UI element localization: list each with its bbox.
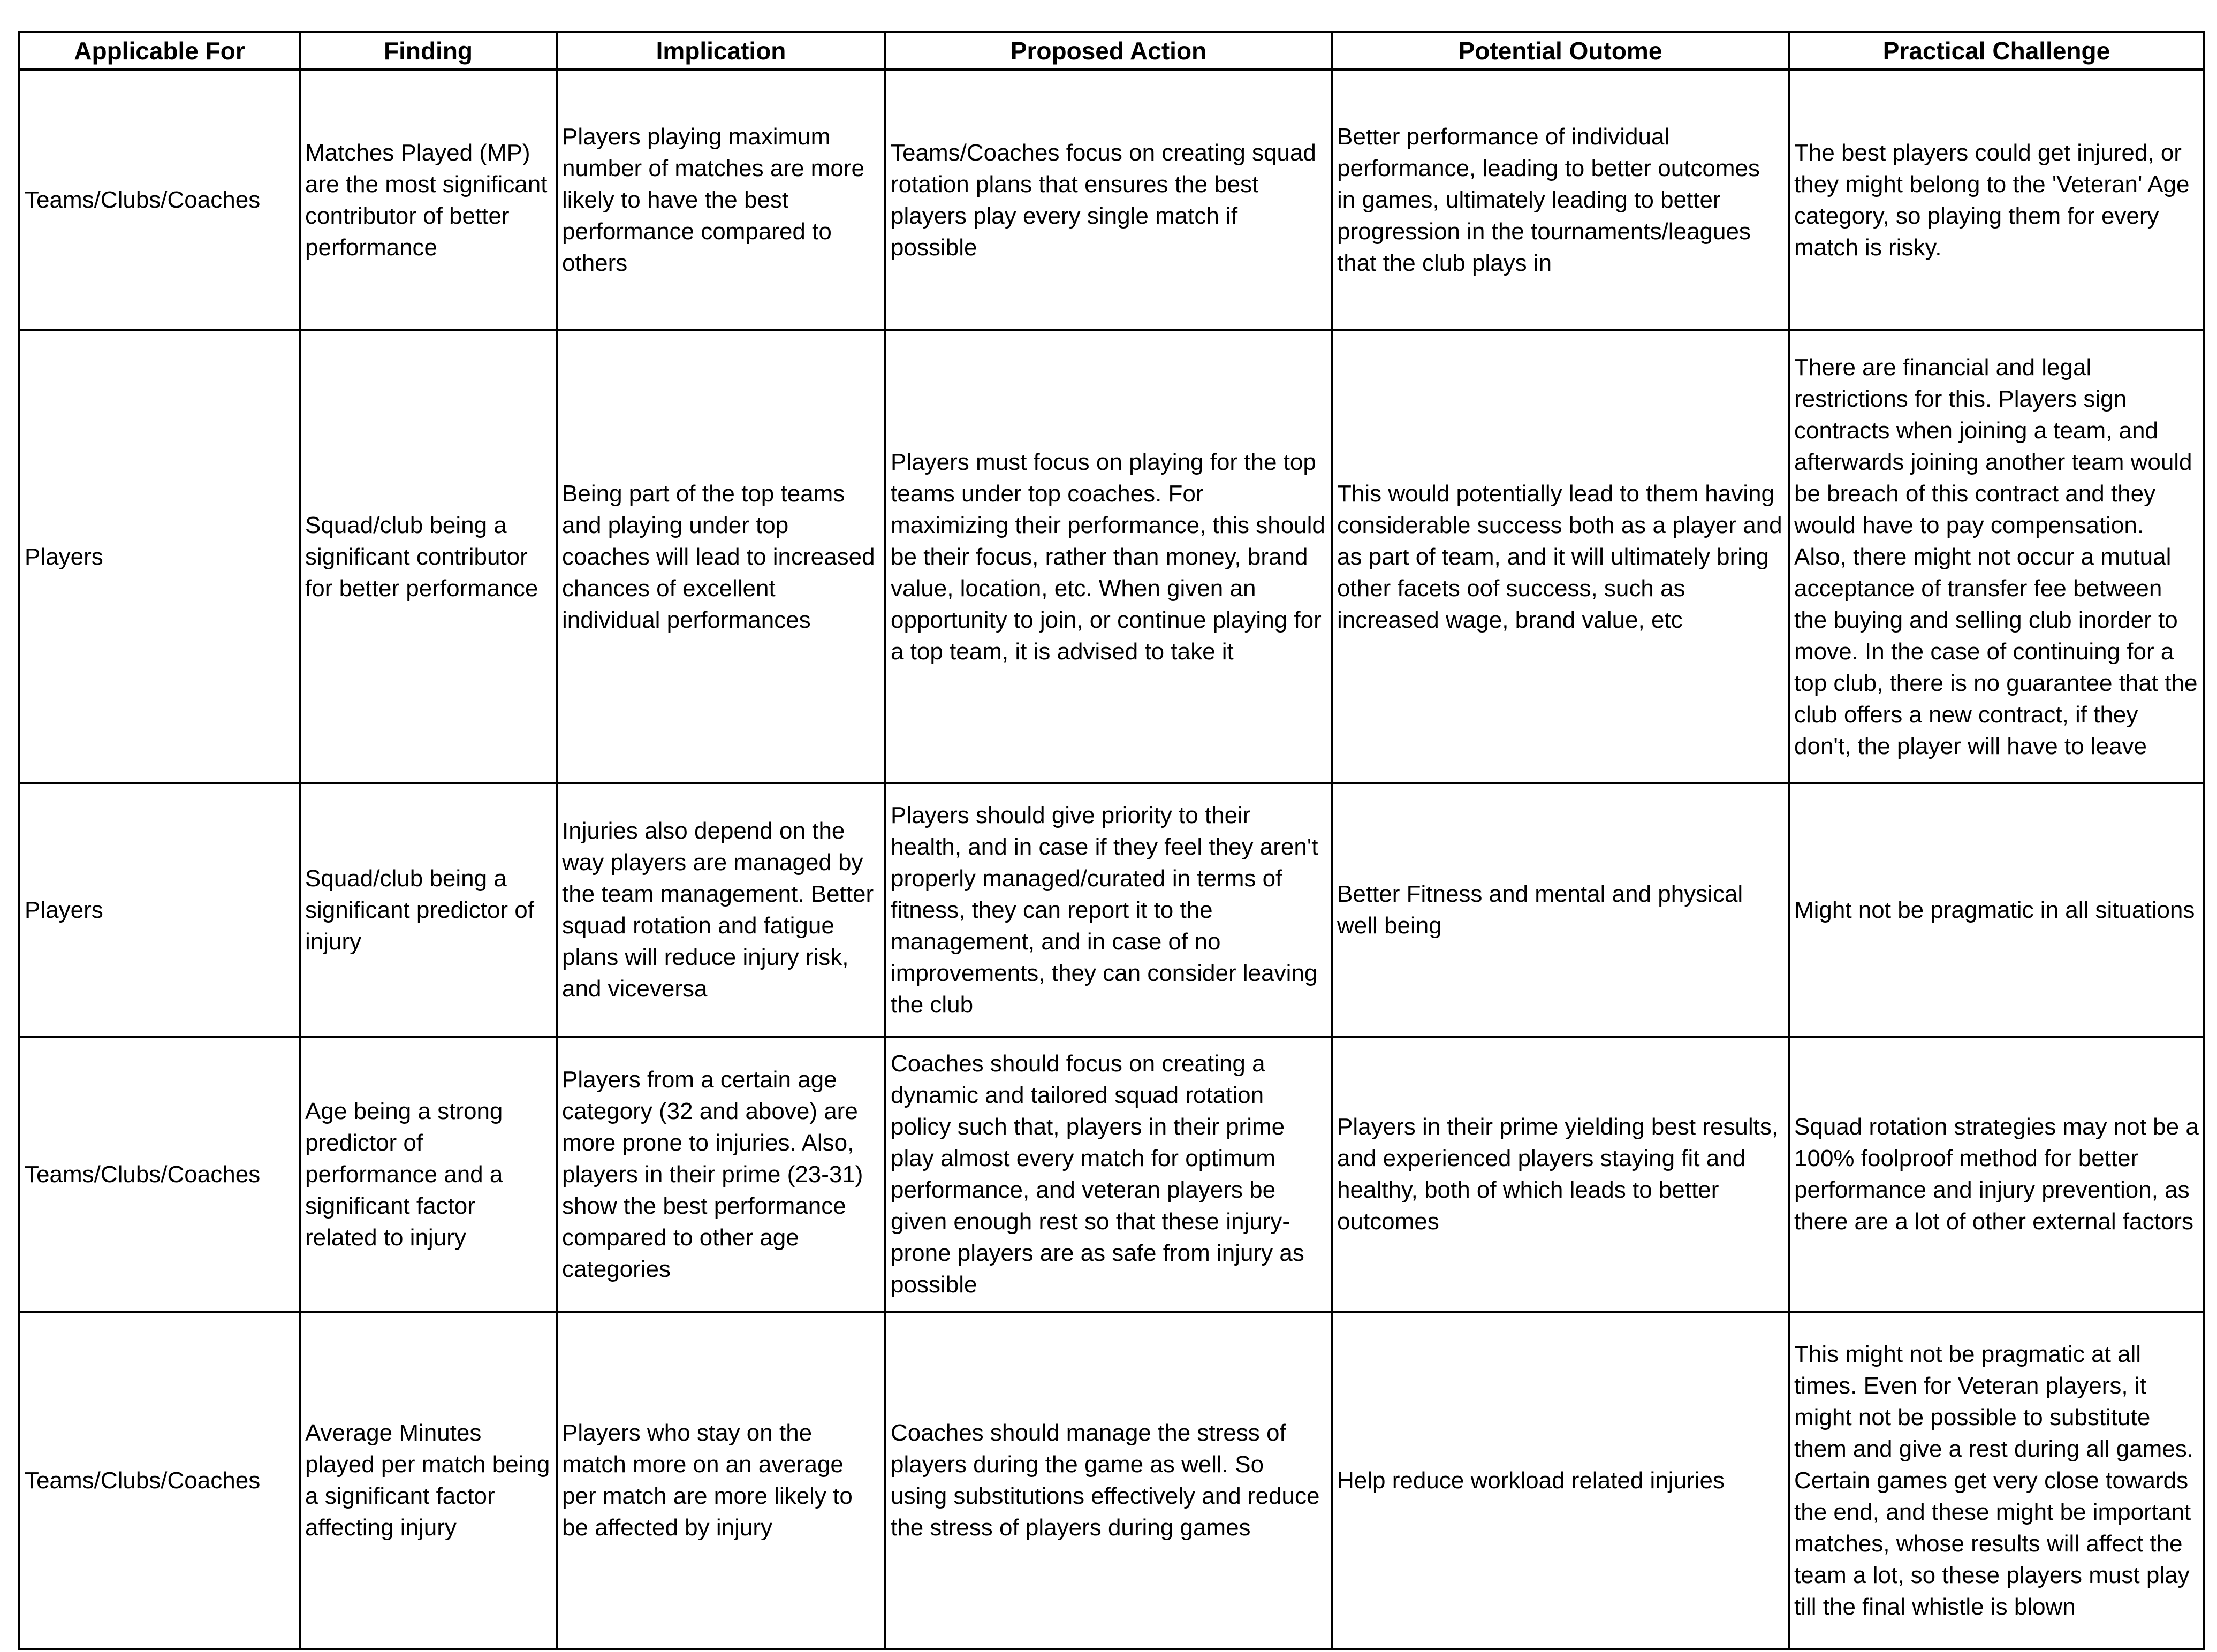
cell-practical-challenge: The best players could get injured, or they might belong to the 'Veteran' Age category, so playing them for every match is risky. <box>1789 70 2204 330</box>
header-applicable-for: Applicable For <box>19 32 300 70</box>
cell-proposed-action: Teams/Coaches focus on creating squad rotation plans that ensures the best players play every single match if possible <box>885 70 1332 330</box>
cell-practical-challenge: This might not be pragmatic at all times. Even for Veteran players, it might not be possible to substitute them and give a rest during all games. Certain games get very close towards the end, and these might be important matches, whose results will affect the team a lot, so these players must play till the final whistle is blown <box>1789 1312 2204 1649</box>
cell-applicable-for: Teams/Clubs/Coaches <box>19 1312 300 1649</box>
cell-applicable-for: Teams/Clubs/Coaches <box>19 70 300 330</box>
cell-applicable-for: Teams/Clubs/Coaches <box>19 1037 300 1312</box>
cell-proposed-action: Players should give priority to their health, and in case if they feel they aren't properly managed/curated in terms of fitness, they can report it to the management, and in case of no improvements, they can consider leaving the club <box>885 783 1332 1037</box>
header-proposed-action: Proposed Action <box>885 32 1332 70</box>
header-implication: Implication <box>557 32 885 70</box>
table-row <box>19 1312 2204 1649</box>
cell-proposed-action: Players must focus on playing for the top teams under top coaches. For maximizing their performance, this should be their focus, rather than money, brand value, location, etc. When given an opportunity to join, or continue playing for a top team, it is advised to take it <box>885 330 1332 783</box>
cell-potential-outcome: Help reduce workload related injuries <box>1332 1312 1789 1649</box>
cell-practical-challenge: Might not be pragmatic in all situations <box>1789 783 2204 1037</box>
cell-potential-outcome: Better Fitness and mental and physical well being <box>1332 783 1789 1037</box>
findings-table <box>18 31 2205 1650</box>
cell-practical-challenge: There are financial and legal restrictions for this. Players sign contracts when joining a team, and afterwards joining another team would be breach of this contract and they would have to pay compensation. Also, there might not occur a mutual acceptance of transfer fee between the buying and selling club inorder to move. In the case of continuing for a top club, there is no guarantee that the club offers a new contract, if they don't, the player will have to leave <box>1789 330 2204 783</box>
cell-implication: Players playing maximum number of matches are more likely to have the best performance compared to others <box>557 70 885 330</box>
cell-implication: Players who stay on the match more on an average per match are more likely to be affected by injury <box>557 1312 885 1649</box>
cell-potential-outcome: Better performance of individual performance, leading to better outcomes in games, ultimately leading to better progression in the tournaments/leagues that the club plays in <box>1332 70 1789 330</box>
cell-implication: Being part of the top teams and playing under top coaches will lead to increased chances of excellent individual performances <box>557 330 885 783</box>
cell-finding: Squad/club being a significant predictor of injury <box>300 783 557 1037</box>
cell-applicable-for: Players <box>19 783 300 1037</box>
cell-implication: Players from a certain age category (32 and above) are more prone to injuries. Also, players in their prime (23-31) show the best performance compared to other age categories <box>557 1037 885 1312</box>
cell-finding: Squad/club being a significant contributor for better performance <box>300 330 557 783</box>
header-finding: Finding <box>300 32 557 70</box>
table-row <box>19 1037 2204 1312</box>
table-row <box>19 783 2204 1037</box>
cell-finding: Age being a strong predictor of performance and a significant factor related to injury <box>300 1037 557 1312</box>
cell-proposed-action: Coaches should focus on creating a dynamic and tailored squad rotation policy such that, players in their prime play almost every match for optimum performance, and veteran players be given enough rest so that these injury-prone players are as safe from injury as possible <box>885 1037 1332 1312</box>
cell-proposed-action: Coaches should manage the stress of players during the game as well. So using substitutions effectively and reduce the stress of players during games <box>885 1312 1332 1649</box>
header-row <box>19 32 2204 70</box>
cell-potential-outcome: Players in their prime yielding best results, and experienced players staying fit and healthy, both of which leads to better outcomes <box>1332 1037 1789 1312</box>
cell-finding: Matches Played (MP) are the most significant contributor of better performance <box>300 70 557 330</box>
table-row <box>19 70 2204 330</box>
cell-implication: Injuries also depend on the way players are managed by the team management. Better squad rotation and fatigue plans will reduce injury risk, and viceversa <box>557 783 885 1037</box>
cell-potential-outcome: This would potentially lead to them having considerable success both as a player and as part of team, and it will ultimately bring other facets oof success, such as increased wage, brand value, etc <box>1332 330 1789 783</box>
header-practical-challenge: Practical Challenge <box>1789 32 2204 70</box>
cell-finding: Average Minutes played per match being a significant factor affecting injury <box>300 1312 557 1649</box>
cell-practical-challenge: Squad rotation strategies may not be a 100% foolproof method for better performance and injury prevention, as there are a lot of other external factors <box>1789 1037 2204 1312</box>
cell-applicable-for: Players <box>19 330 300 783</box>
table-row <box>19 330 2204 783</box>
header-potential-outcome: Potential Outome <box>1332 32 1789 70</box>
